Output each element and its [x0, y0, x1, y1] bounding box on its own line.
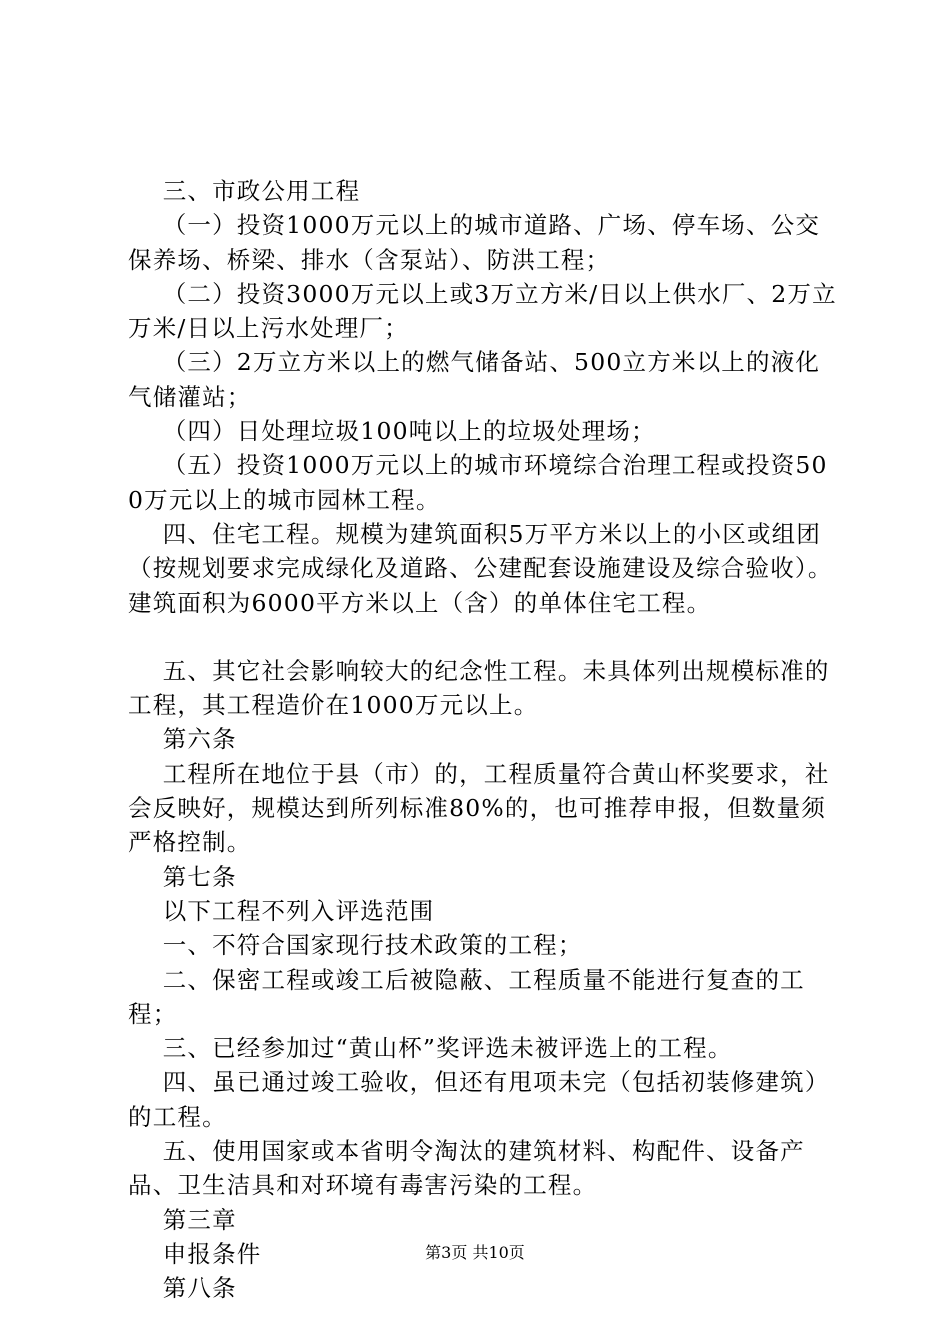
chapter-3-heading: 第三章 — [128, 1205, 237, 1234]
article-7-item-5: 五、使用国家或本省明令淘汰的建筑材料、构配件、设备产品、卫生洁具和对环境有毒害污染的工程。 — [128, 1137, 805, 1200]
paragraph-item-2: （二）投资3000万元以上或3万立方米/日以上供水厂、2万立万米/日以上污水处理厂； — [128, 279, 837, 343]
article-7-item-2: 二、保密工程或竣工后被隐蔽、工程质量不能进行复查的工程； — [128, 965, 805, 1028]
paragraph-item-1: （一）投资1000万元以上的城市道路、广场、停车场、公交保养场、桥梁、排水（含泵站）、防洪工程； — [128, 211, 821, 274]
article-7-item-3: 三、已经参加过“黄山杯”奖评选未被评选上的工程。 — [128, 1034, 733, 1063]
paragraph-residential: 四、住宅工程。规模为建筑面积5万平方米以上的小区或组团（按规划要求完成绿化及道路、公建配套设施建设及综合验收）。建筑面积为6000平方米以上（含）的单体住宅工程。 — [128, 519, 833, 617]
article-7-heading: 第七条 — [128, 862, 237, 891]
chapter-3-title: 申报条件 — [128, 1239, 262, 1268]
page-footer: 第3页 共10页 — [425, 1243, 525, 1262]
article-6-heading: 第六条 — [128, 725, 237, 754]
document-body — [128, 174, 840, 1306]
paragraph-spacer — [128, 620, 840, 654]
paragraph-memorial: 五、其它社会影响较大的纪念性工程。未具体列出规模标准的工程，其工程造价在1000万元以上。 — [128, 656, 830, 720]
paragraph-heading-municipal: 三、市政公用工程 — [128, 177, 361, 205]
article-7-intro: 以下工程不列入评选范围 — [128, 896, 435, 925]
article-7-item-1: 一、不符合国家现行技术政策的工程； — [128, 931, 583, 960]
article-8-heading: 第八条 — [128, 1274, 237, 1303]
paragraph-item-5: （五）投资1000万元以上的城市环境综合治理工程或投资500万元以上的城市园林工程。 — [128, 451, 828, 514]
article-7-item-4: 四、虽已通过竣工验收，但还有甩项未完（包括初装修建筑）的工程。 — [128, 1068, 830, 1131]
article-6-text: 工程所在地位于县（市）的，工程质量符合黄山杯奖要求，社会反映好，规模达到所列标准80%的，也可推荐申报，但数量须严格控制。 — [128, 759, 830, 857]
paragraph-item-4: （四）日处理垃圾100吨以上的垃圾处理场； — [128, 417, 656, 446]
paragraph-item-3: （三）2万立方米以上的燃气储备站、500立方米以上的液化气储灌站； — [128, 348, 821, 411]
